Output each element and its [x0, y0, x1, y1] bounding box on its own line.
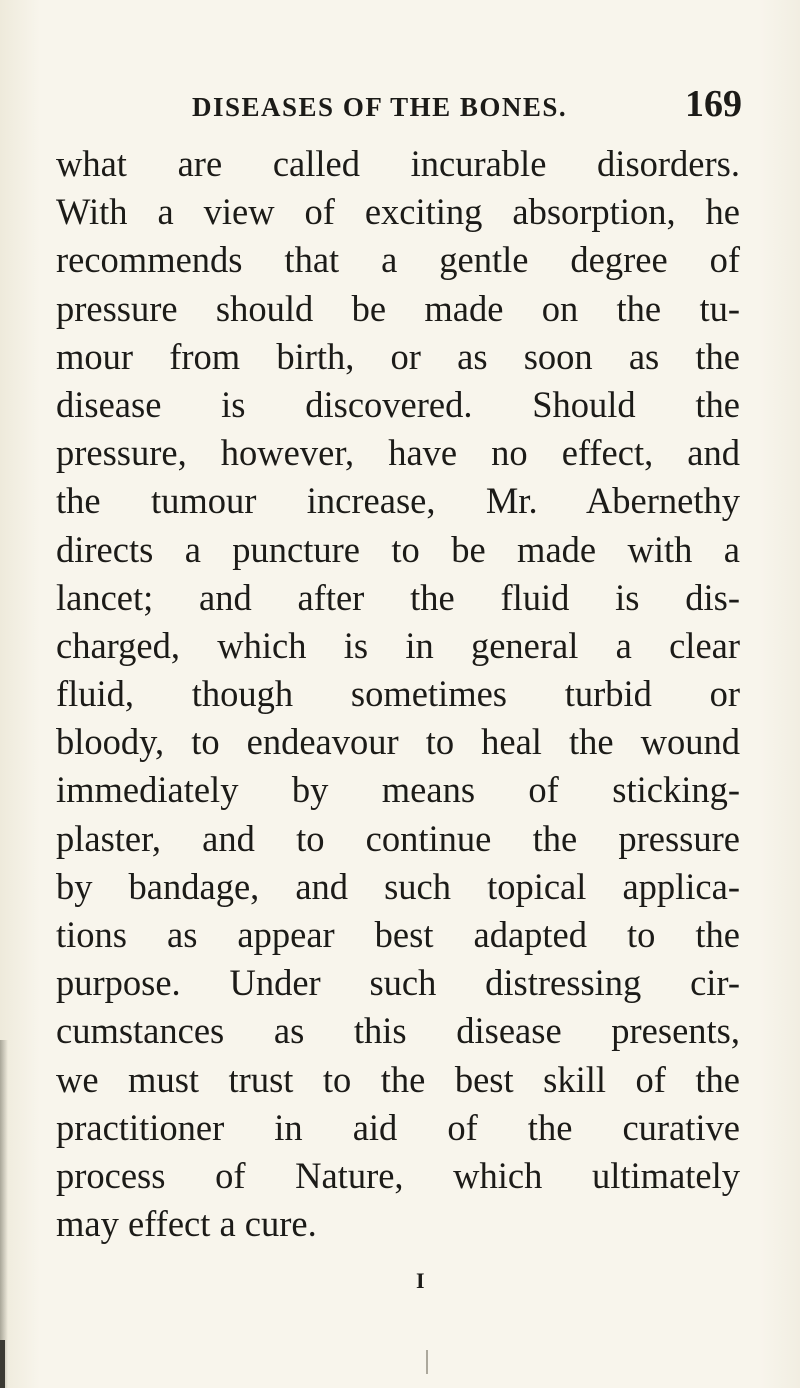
- text-line-last: may effect a cure.: [56, 1203, 317, 1245]
- text-line: plaster, and to continue the pressure: [56, 817, 740, 859]
- print-speck: [426, 1350, 434, 1374]
- text-line: by bandage, and such topical applica-: [56, 865, 740, 907]
- text-line: we must trust to the best skill of the: [56, 1058, 740, 1100]
- text-line: mour from birth, or as soon as the: [56, 335, 740, 377]
- body-text: [56, 140, 740, 1248]
- page-number: 169: [685, 83, 742, 125]
- text-line: bloody, to endeavour to heal the wound: [56, 721, 740, 763]
- text-line: With a view of exciting absorption, he: [56, 191, 740, 233]
- text-line: charged, which is in general a clear: [56, 624, 740, 666]
- text-line: directs a puncture to be made with a: [56, 528, 740, 570]
- text-line: what are called incurable disorders.: [56, 143, 740, 184]
- text-line: immediately by means of sticking-: [56, 769, 740, 811]
- text-line: pressure, however, have no effect, and: [56, 432, 740, 474]
- page-header: [192, 82, 742, 130]
- text-line: pressure should be made on the tu-: [56, 287, 740, 329]
- text-line: purpose. Under such distressing cir-: [56, 962, 740, 1004]
- signature-mark: I: [416, 1268, 425, 1293]
- text-line: fluid, though sometimes turbid or: [56, 673, 740, 715]
- text-line: cumstances as this disease presents,: [56, 1010, 740, 1052]
- page-edge-mark: [0, 1340, 5, 1388]
- text-line: process of Nature, which ultimately: [56, 1154, 740, 1196]
- text-line: recommends that a gentle degree of: [56, 239, 740, 281]
- running-head: DISEASES OF THE BONES.: [192, 92, 568, 122]
- text-line: practitioner in aid of the curative: [56, 1106, 740, 1148]
- text-line: lancet; and after the fluid is dis-: [56, 576, 740, 618]
- text-line: disease is discovered. Should the: [56, 383, 740, 425]
- page-edge-shadow: [0, 1040, 8, 1388]
- text-line: tions as appear best adapted to the: [56, 914, 740, 955]
- text-line: the tumour increase, Mr. Abernethy: [56, 480, 740, 522]
